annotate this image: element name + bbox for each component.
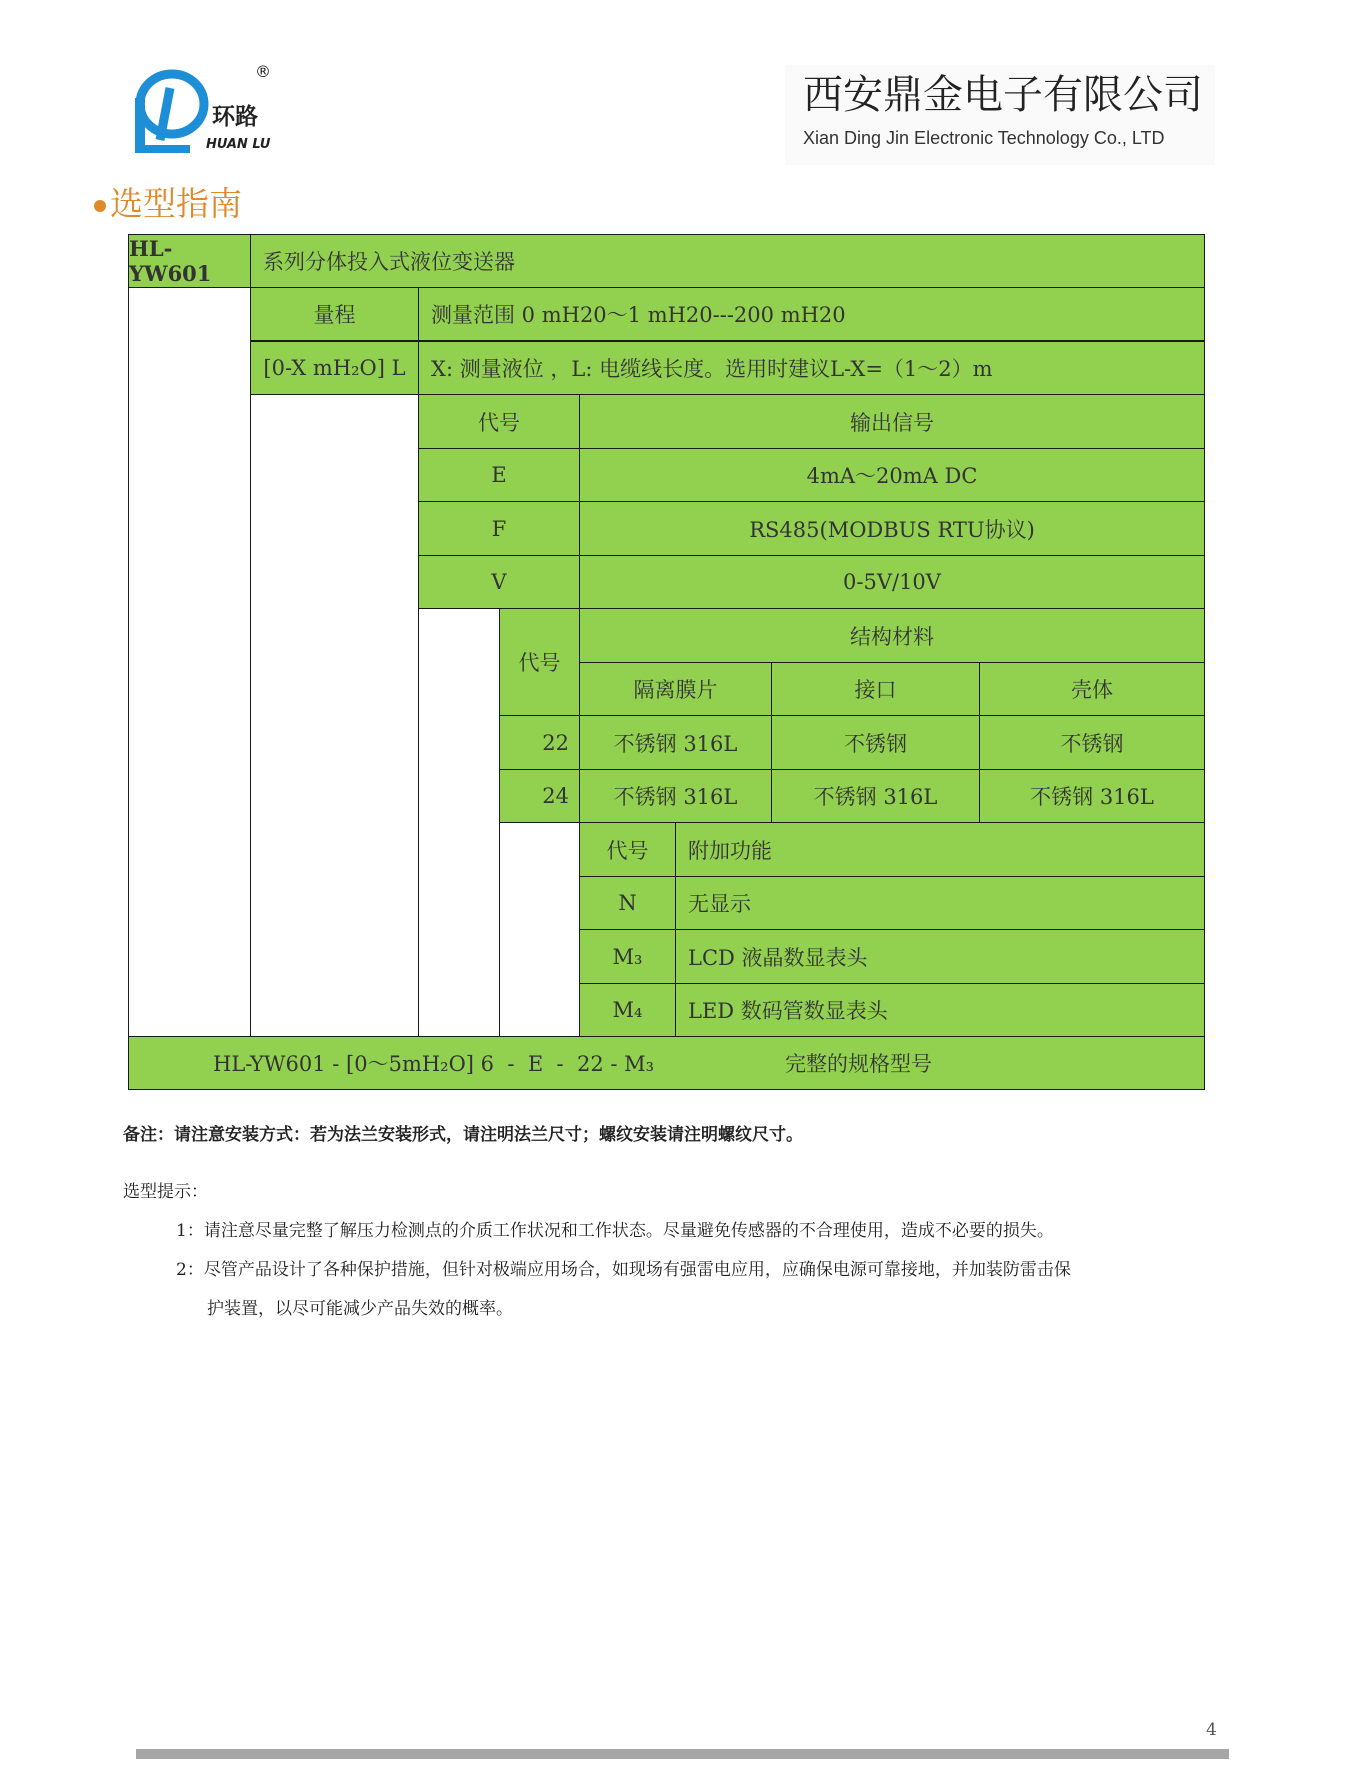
material-col-header: 接口 [771,662,980,716]
logo-en: HUAN LU [206,137,271,152]
section-title: 选型指南 [94,178,242,225]
material-value: 不锈钢 316L [979,769,1205,823]
tips-title: 选型提示： [123,1182,208,1202]
material-value: 不锈钢 316L [579,769,772,823]
blank-col-2 [250,394,418,1036]
example-row [128,1036,1205,1090]
extra-code: M₃ [579,929,676,984]
company-name-cn: 西安鼎金电子有限公司 [803,72,1203,118]
series-cell: 系列分体投入式液位变送器 [250,234,1205,288]
example-model: HL-YW601 - [0～5mH₂O] 6 - E - 22 - M₃ [213,1052,655,1076]
output-value: RS485(MODBUS RTU协议) [579,501,1205,556]
tip-2: 2：尽管产品设计了各种保护措施，但针对极端应用场合，如现场有强雷电应用，应确保电源可靠接地，并加装防雷击保 [176,1260,1071,1280]
material-value: 不锈钢 [771,715,980,770]
logo [130,62,280,158]
blank-col-4 [499,822,579,1036]
material-title: 结构材料 [579,608,1205,663]
extra-value: LED 数码管数显表头 [675,983,1205,1037]
tip-2-cont: 护装置，以尽可能减少产品失效的概率。 [207,1299,513,1319]
extra-code: N [579,876,676,930]
output-code: F [418,501,580,556]
model-cell: HL-YW601 [128,234,251,288]
material-code: 22 [499,715,580,770]
page-number: 4 [1206,1720,1217,1740]
remark: 备注：请注意安装方式：若为法兰安装形式，请注明法兰尺寸；螺纹安装请注明螺纹尺寸。 [123,1125,803,1145]
logo-mark-icon [130,68,210,153]
output-value: 4mA～20mA DC [579,448,1205,502]
material-value: 不锈钢 [979,715,1205,770]
company-block [785,65,1215,165]
range-label: 量程 [250,287,419,341]
output-code-header: 代号 [418,394,580,449]
blank-col-3 [418,608,499,1036]
output-code: E [418,448,580,502]
extra-value: LCD 液晶数显表头 [675,929,1205,984]
example-label: 完整的规格型号 [785,1052,932,1076]
length-label: [0-X mH₂O] L [250,341,419,395]
material-value: 不锈钢 316L [771,769,980,823]
tip-1: 1：请注意尽量完整了解压力检测点的介质工作状况和工作状态。尽量避免传感器的不合理使用，造成不必要的损失。 [176,1221,1054,1241]
output-value: 0-5V/10V [579,555,1205,609]
company-name-en: Xian Ding Jin Electronic Technology Co., LTD [803,128,1165,148]
material-value: 不锈钢 316L [579,715,772,770]
footer-bar [136,1749,1229,1759]
material-col-header: 壳体 [979,662,1205,716]
registered-mark: ® [255,62,271,81]
material-code-header: 代号 [499,608,580,716]
length-value: X: 测量液位 ，L: 电缆线长度。选用时建议L-X=（1～2）m [418,341,1205,395]
extra-code-header: 代号 [579,822,676,877]
logo-cn: 环路 [212,104,258,130]
extra-title: 附加功能 [675,822,1205,877]
output-title: 输出信号 [579,394,1205,449]
material-code: 24 [499,769,580,823]
output-code: V [418,555,580,609]
extra-value: 无显示 [675,876,1205,930]
blank-col-1 [128,287,250,1036]
extra-code: M₄ [579,983,676,1037]
bullet-icon [94,200,106,212]
range-value: 测量范围 0 mH20～1 mH20---200 mH20 [418,287,1205,341]
material-col-header: 隔离膜片 [579,662,772,716]
